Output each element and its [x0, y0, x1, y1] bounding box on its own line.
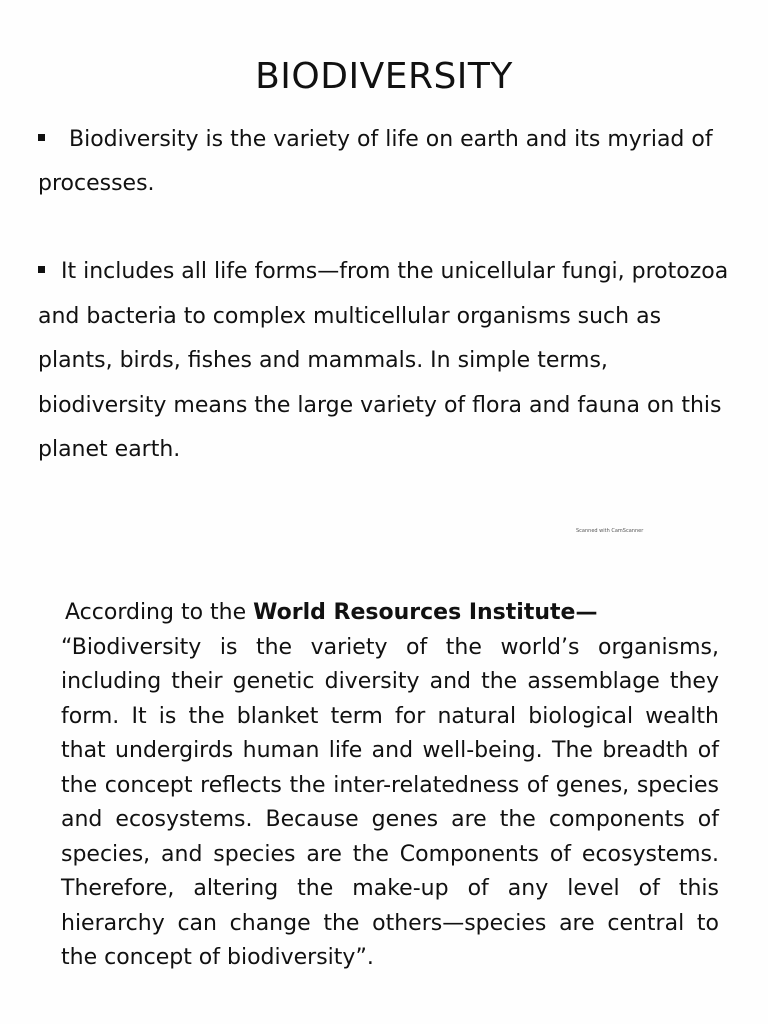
square-bullet-icon: [38, 266, 45, 273]
definition-intro: [65, 596, 719, 631]
bullet-text: Biodiversity is the variety of life on earth and its myriad of processes.: [38, 127, 713, 196]
page-title: BIODIVERSITY: [255, 56, 513, 97]
bullet-item-life-forms: [38, 250, 738, 473]
square-bullet-icon: [38, 134, 45, 141]
scanner-watermark: Scanned with CamScanner: [576, 528, 644, 534]
bullet-text: It includes all life forms—from the unicellular fungi, protozoa and bacteria to complex multicellular organisms such as plants, birds, fishes and mammals. In simple terms, biodiversity means the large variety of flora and fauna on this planet earth.: [38, 259, 729, 462]
source-name: World Resources Institute—: [253, 600, 598, 625]
definition-quote: “Biodiversity is the variety of the world’s organisms, including their genetic diversity and the assemblage they form. It is the blanket term for natural biological wealth that undergirds human life and well-being. The breadth of the concept reflects the inter-relatedness of genes, species and ecosystems. Because genes are the components of species, and species are the Components of ecosystems. Therefore, altering the make-up of any level of this hierarchy can change the others—species are central to the concept of biodiversity”.: [61, 634, 719, 970]
bullet-item-definition: [38, 118, 738, 206]
intro-text: According to the: [65, 600, 254, 625]
wri-definition: [61, 596, 719, 976]
